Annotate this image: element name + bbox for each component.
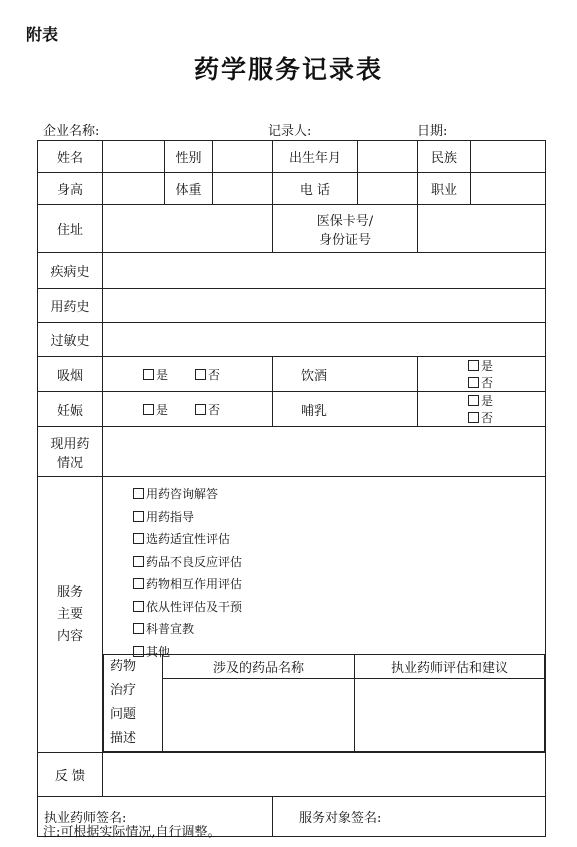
- ethnicity-label: 民族: [418, 141, 471, 173]
- service-option-label: 药物相互作用评估: [146, 577, 243, 591]
- checkbox-icon: [133, 488, 144, 499]
- address-label: 住址: [38, 205, 103, 253]
- service-option[interactable]: [133, 618, 545, 641]
- drinking-no-option[interactable]: [468, 374, 493, 391]
- feedback-label: 反 馈: [38, 753, 103, 797]
- smoking-no-option[interactable]: [195, 366, 247, 383]
- pharmacist-evaluation-header: 执业药师评估和建议: [355, 655, 545, 679]
- pregnancy-no-option[interactable]: [195, 401, 247, 418]
- current-medication-field[interactable]: [103, 427, 546, 477]
- allergy-history-field[interactable]: [103, 323, 546, 357]
- allergy-history-label: 过敏史: [38, 323, 103, 357]
- birth-label: 出生年月: [273, 141, 358, 173]
- medication-history-field[interactable]: [103, 289, 546, 323]
- breastfeeding-label: 哺乳: [273, 392, 418, 427]
- service-option-label: 科普宣教: [146, 622, 195, 636]
- option-yes-text: 是: [481, 359, 494, 373]
- disease-history-field[interactable]: [103, 253, 546, 289]
- service-option-label: 药品不良反应评估: [146, 554, 243, 569]
- current-medication-line2: 情况: [56, 455, 83, 471]
- option-yes-text: 是: [156, 367, 169, 382]
- pharmacist-signature-label: 执业药师签名:: [44, 811, 127, 826]
- service-label-line1: 服务: [56, 584, 83, 600]
- breastfeeding-yes-option[interactable]: [468, 392, 520, 409]
- address-field[interactable]: [103, 205, 273, 253]
- smoking-options: [103, 357, 273, 392]
- checkbox-icon: [195, 404, 206, 415]
- smoking-yes-option[interactable]: [143, 366, 195, 383]
- service-content-label: [38, 477, 103, 753]
- option-yes-text: 是: [156, 402, 169, 417]
- weight-label: 体重: [165, 173, 213, 205]
- breastfeeding-no-option[interactable]: [468, 409, 493, 426]
- therapy-label-line1: 药物: [110, 659, 137, 674]
- height-field[interactable]: [103, 173, 165, 205]
- current-medication-line1: 现用药: [50, 436, 90, 452]
- service-option[interactable]: [133, 551, 545, 574]
- service-option-label: 依从性评估及干预: [146, 599, 243, 614]
- recorder-label: 记录人:: [268, 124, 312, 139]
- therapy-label-line3: 问题: [110, 707, 137, 722]
- service-list: [103, 477, 545, 663]
- therapy-label-line4: 描述: [110, 731, 137, 746]
- pregnancy-options: [103, 392, 273, 427]
- checkbox-icon: [468, 360, 479, 371]
- checkbox-icon: [133, 623, 144, 634]
- service-option[interactable]: [133, 483, 545, 506]
- feedback-field[interactable]: [103, 753, 546, 797]
- checkbox-icon: [468, 412, 479, 423]
- drugs-involved-field[interactable]: [163, 679, 355, 752]
- service-label-line3: 内容: [56, 628, 83, 644]
- service-content-cell: [103, 477, 546, 753]
- client-signature-cell[interactable]: [273, 797, 546, 837]
- insurance-label: [273, 205, 418, 253]
- insurance-label-line2: 身份证号: [318, 232, 371, 248]
- name-field[interactable]: [103, 141, 165, 173]
- occupation-label: 职业: [418, 173, 471, 205]
- pregnancy-label: 妊娠: [38, 392, 103, 427]
- checkbox-icon: [133, 601, 144, 612]
- gender-label: 性别: [165, 141, 213, 173]
- checkbox-icon: [133, 556, 144, 567]
- occupation-field[interactable]: [471, 173, 546, 205]
- pregnancy-yes-option[interactable]: [143, 401, 195, 418]
- service-option[interactable]: [133, 528, 545, 551]
- client-signature-label: 服务对象签名:: [299, 811, 382, 826]
- service-option[interactable]: [133, 506, 545, 529]
- therapy-problem-table: [103, 654, 545, 752]
- footnote: 注:可根据实际情况,自行调整。: [43, 825, 221, 840]
- checkbox-icon: [133, 578, 144, 589]
- insurance-label-line1: 医保卡号/: [316, 213, 374, 229]
- name-label: 姓名: [38, 141, 103, 173]
- medication-history-label: 用药史: [38, 289, 103, 323]
- drinking-options: [418, 357, 546, 392]
- weight-field[interactable]: [213, 173, 273, 205]
- disease-history-label: 疾病史: [38, 253, 103, 289]
- smoking-label: 吸烟: [38, 357, 103, 392]
- drinking-yes-option[interactable]: [468, 357, 520, 374]
- appendix-label: 附表: [26, 25, 59, 44]
- checkbox-icon: [133, 511, 144, 522]
- ethnicity-field[interactable]: [471, 141, 546, 173]
- option-yes-text: 是: [481, 394, 494, 408]
- phone-field[interactable]: [358, 173, 418, 205]
- option-no-text: 否: [481, 376, 494, 390]
- service-option-label: 用药指导: [146, 509, 195, 524]
- current-medication-label: [38, 427, 103, 477]
- service-label-line2: 主要: [56, 606, 83, 622]
- service-option[interactable]: [133, 573, 545, 596]
- service-option[interactable]: [133, 596, 545, 619]
- checkbox-icon: [195, 369, 206, 380]
- breastfeeding-options: [418, 392, 546, 427]
- insurance-field[interactable]: [418, 205, 546, 253]
- pharmacist-evaluation-field[interactable]: [355, 679, 545, 752]
- phone-label: 电 话: [273, 173, 358, 205]
- service-option-label: 其他: [146, 644, 171, 659]
- company-label: 企业名称:: [43, 124, 100, 139]
- service-checklist: [103, 477, 545, 659]
- therapy-label-line2: 治疗: [110, 683, 137, 698]
- option-no-text: 否: [208, 402, 221, 417]
- service-option-label: 用药咨询解答: [146, 487, 219, 501]
- option-no-text: 否: [481, 411, 494, 425]
- checkbox-icon: [143, 369, 154, 380]
- service-record-table: [37, 140, 546, 837]
- date-label: 日期:: [417, 124, 448, 139]
- height-label: 身高: [38, 173, 103, 205]
- gender-field[interactable]: [213, 141, 273, 173]
- checkbox-icon: [468, 377, 479, 388]
- therapy-problem-label: [104, 655, 163, 752]
- checkbox-icon: [468, 395, 479, 406]
- checkbox-icon: [143, 404, 154, 415]
- form-title: 药学服务记录表: [193, 55, 383, 84]
- drinking-label: 饮酒: [273, 357, 418, 392]
- option-no-text: 否: [208, 367, 221, 382]
- birth-field[interactable]: [358, 141, 418, 173]
- checkbox-icon: [133, 533, 144, 544]
- service-option-label: 选药适宜性评估: [146, 532, 231, 546]
- drugs-involved-header: 涉及的药品名称: [163, 655, 355, 679]
